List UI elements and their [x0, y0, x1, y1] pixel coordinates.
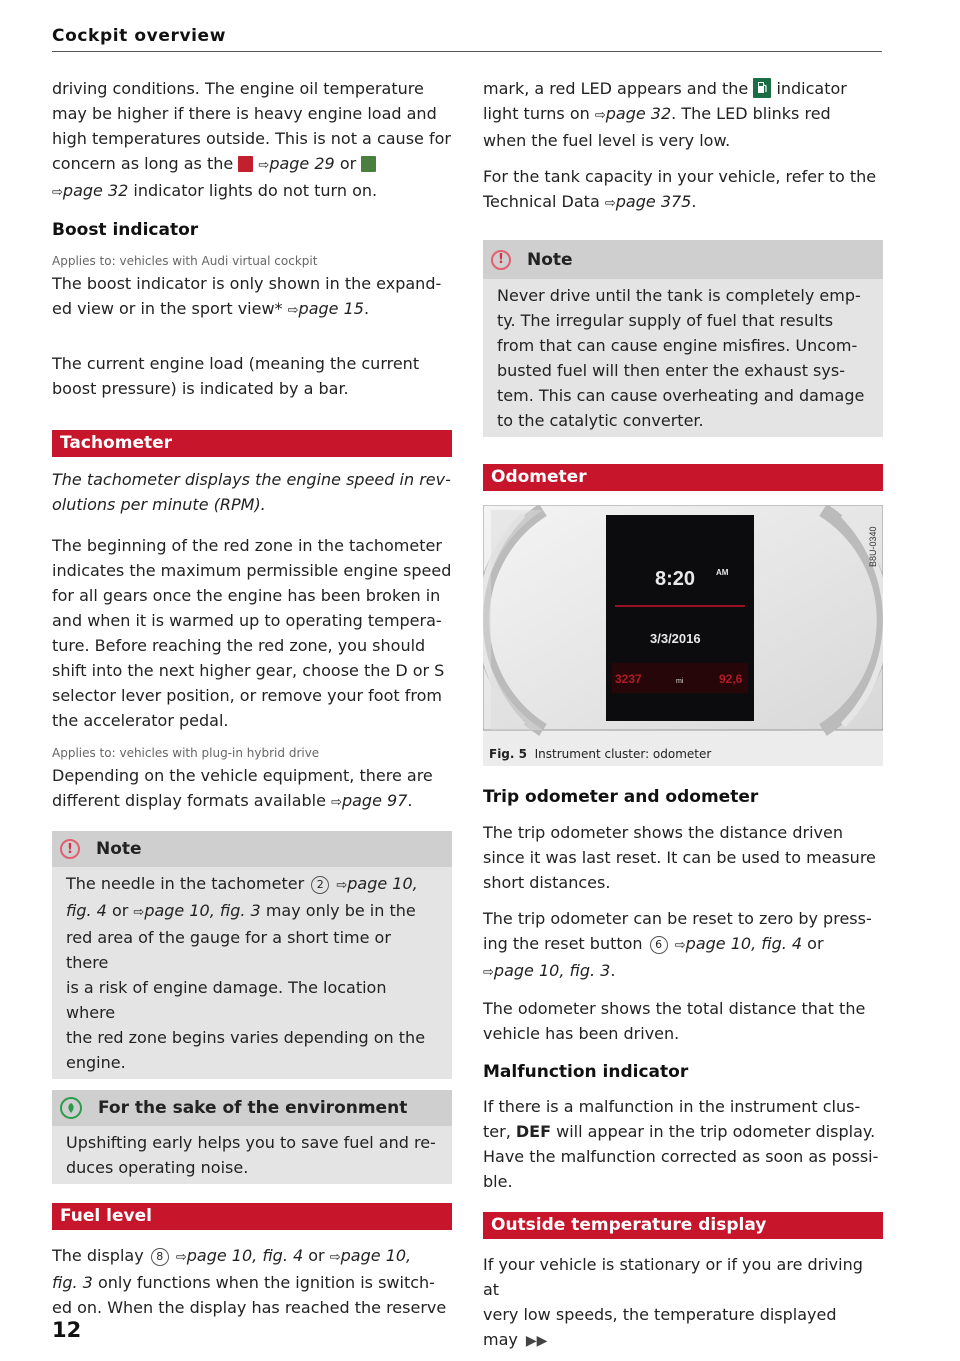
applies-to-note: Applies to: vehicles with plug-in hybrid drive — [52, 746, 320, 760]
page-ref-arrow-icon: ⇨ — [175, 1250, 187, 1265]
date-readout: 3/3/2016 — [650, 631, 701, 646]
page-ref-arrow-icon: ⇨ — [331, 795, 342, 810]
text-line: is a risk of engine damage. The location where — [66, 978, 387, 1022]
clock-time: 8:20 — [655, 568, 696, 590]
page-ref-arrow-icon: ⇨ — [604, 196, 616, 211]
figure-code: B8U-0340 — [868, 526, 878, 567]
text-line: ture. Before reaching the red zone, you should — [52, 636, 426, 655]
text-line: short distances. — [483, 873, 611, 892]
text-line: The display 8 ⇨page 10, fig. 4 or ⇨page 10, — [52, 1246, 412, 1265]
outside-temperature-section-header: Outside temperature display — [483, 1212, 883, 1239]
boost-indicator-heading: Boost indicator — [52, 220, 199, 240]
text-line: The trip odometer can be reset to zero by press- — [483, 909, 872, 928]
page-link[interactable]: page 15 — [298, 299, 364, 318]
text-line: ⇨page 32 indicator lights do not turn on. — [52, 181, 378, 200]
page-link[interactable]: page 97 — [341, 791, 408, 810]
text-line: indicates the maximum permissible engine speed — [52, 561, 452, 580]
oil-temperature-indicator-icon — [361, 156, 376, 172]
text-line: shift into the next higher gear, choose the D or S — [52, 661, 445, 680]
callout-number: 6 — [650, 936, 668, 954]
text-line: the accelerator pedal. — [52, 711, 229, 730]
text-line: Have the malfunction corrected as soon as possi- — [483, 1147, 879, 1166]
page-ref-arrow-icon: ⇨ — [287, 303, 299, 318]
page-number: 12 — [52, 1318, 82, 1342]
page-link[interactable]: page 29 — [269, 154, 335, 173]
text-line: The odometer shows the total distance that the — [483, 999, 866, 1018]
text-line: high temperatures outside. This is not a cause for — [52, 129, 451, 148]
header-rule — [52, 51, 882, 52]
text-line: Depending on the vehicle equipment, there are — [52, 766, 433, 785]
callout-number: 2 — [311, 876, 329, 894]
text-line: olutions per minute (RPM). — [52, 495, 266, 514]
caution-icon: ! — [60, 839, 80, 859]
text-line: selector lever position, or remove your foot from — [52, 686, 442, 705]
text-line: since it was last reset. It can be used to measure — [483, 848, 876, 867]
odometer-section-header: Odometer — [483, 464, 883, 491]
text-line: ble. — [483, 1172, 513, 1191]
environment-leaf-icon — [60, 1097, 82, 1119]
odometer-readout: 92,6 — [719, 672, 743, 686]
text-line: ter, DEF will appear in the trip odometer display. — [483, 1122, 876, 1141]
text-line: engine. — [66, 1053, 126, 1072]
page-ref-arrow-icon: ⇨ — [133, 905, 145, 920]
text-line: the red zone begins varies depending on the — [66, 1028, 426, 1047]
fuel-level-section-header: Fuel level — [52, 1203, 452, 1230]
text-line: may be higher if there is heavy engine load and — [52, 104, 437, 123]
text-line: light turns on ⇨page 32. The LED blinks red — [483, 104, 831, 123]
continue-arrow-icon: ▶▶ — [525, 1333, 548, 1349]
text-line: ed view or in the sport view* ⇨page 15. — [52, 299, 370, 318]
page-ref-arrow-icon: ⇨ — [52, 185, 63, 200]
text-line: duces operating noise. — [66, 1158, 249, 1177]
figure-caption: Fig. 5 Instrument cluster: odometer — [489, 747, 712, 761]
text-line: The trip odometer shows the distance driven — [483, 823, 843, 842]
page-link[interactable]: page 10, — [347, 874, 418, 893]
text-line: to the catalytic converter. — [497, 411, 704, 430]
instrument-cluster-illustration — [483, 505, 883, 742]
text-line: If your vehicle is stationary or if you are driving at — [483, 1255, 863, 1299]
page-ref-arrow-icon: ⇨ — [336, 878, 348, 893]
odometer-figure — [483, 505, 883, 766]
text-line: fig. 4 or ⇨page 10, fig. 3 may only be in the — [66, 901, 416, 920]
text-line: The boost indicator is only shown in the expand- — [52, 274, 442, 293]
page-ref-arrow-icon: ⇨ — [594, 108, 606, 123]
text-line: when the fuel level is very low. — [483, 131, 731, 150]
text-line: concern as long as the ⇨page 29 or — [52, 151, 452, 178]
text-line: for all gears once the engine has been broken in — [52, 586, 441, 605]
environment-note-box — [52, 1090, 452, 1184]
text-line: For the tank capacity in your vehicle, refer to the — [483, 167, 877, 186]
distance-unit: mi — [676, 678, 684, 685]
text-line: The needle in the tachometer 2 ⇨page 10, — [66, 874, 418, 893]
figure-link[interactable]: fig. 4 — [66, 901, 107, 920]
note-title: Note — [96, 839, 142, 859]
page-ref-arrow-icon: ⇨ — [674, 938, 686, 953]
text-line: from that can cause engine misfires. Uncom- — [497, 336, 858, 355]
text-line: vehicle has been driven. — [483, 1024, 680, 1043]
text-line: ing the reset button 6 ⇨page 10, fig. 4 or — [483, 934, 824, 953]
page-link[interactable]: page 10, fig. 3 — [493, 961, 611, 980]
text-line: Never drive until the tank is completely emp- — [497, 286, 861, 305]
page-link[interactable]: page 10, fig. 4 — [186, 1246, 304, 1265]
text-line: fig. 3 only functions when the ignition is switch- — [52, 1273, 435, 1292]
text-line: The tachometer displays the engine speed in rev- — [52, 470, 451, 489]
text-line: mark, a red LED appears and the indicator — [483, 79, 847, 98]
page-link[interactable]: page 32 — [605, 104, 672, 123]
page-link[interactable]: page 10, fig. 4 — [685, 934, 803, 953]
trip-odometer-heading: Trip odometer and odometer — [483, 787, 759, 807]
text-line: busted fuel will then enter the exhaust sys- — [497, 361, 845, 380]
clock-ampm: AM — [716, 568, 729, 577]
text-line: Upshifting early helps you to save fuel and re- — [66, 1133, 436, 1152]
page-header: Cockpit overview — [52, 26, 226, 46]
caution-icon: ! — [491, 250, 511, 270]
trip-readout: 3237 — [615, 672, 642, 686]
text-line: tem. This can cause overheating and damage — [497, 386, 865, 405]
tachometer-section-header: Tachometer — [52, 430, 452, 457]
page-link[interactable]: page 375 — [615, 192, 692, 211]
text-line: The current engine load (meaning the current — [52, 354, 420, 373]
text-line: ⇨page 10, fig. 3. — [483, 961, 616, 980]
environment-note-title: For the sake of the environment — [98, 1098, 408, 1118]
page-link[interactable]: page 32 — [62, 181, 129, 200]
text-line: and when it is warmed up to operating tempera- — [52, 611, 442, 630]
text-line: driving conditions. The engine oil temperature — [52, 79, 424, 98]
oil-temperature-warning-icon — [238, 156, 253, 172]
right-column — [483, 76, 883, 1354]
text-line: The beginning of the red zone in the tachometer — [52, 536, 442, 555]
text-line: Technical Data ⇨page 375. — [483, 192, 697, 211]
page-link[interactable]: page 10, fig. 3 — [144, 901, 261, 920]
page-ref-arrow-icon: ⇨ — [258, 158, 270, 173]
page-link[interactable]: page 10, — [340, 1246, 412, 1265]
applies-to-note: Applies to: vehicles with Audi virtual cockpit — [52, 254, 318, 268]
left-column — [52, 76, 452, 1320]
text-line: boost pressure) is indicated by a bar. — [52, 379, 349, 398]
text-line: very low speeds, the temperature displayed may ▶▶ — [483, 1305, 837, 1349]
text-line: different display formats available ⇨page 97. — [52, 791, 413, 810]
text-line: If there is a malfunction in the instrument clus- — [483, 1097, 861, 1116]
note-box — [483, 240, 883, 437]
note-title: Note — [527, 249, 573, 270]
figure-link[interactable]: fig. 3 — [52, 1273, 93, 1292]
malfunction-indicator-heading: Malfunction indicator — [483, 1062, 689, 1082]
fuel-pump-icon — [753, 78, 771, 98]
page-ref-arrow-icon: ⇨ — [483, 965, 494, 980]
text-line: red area of the gauge for a short time or there — [66, 928, 391, 972]
callout-number: 8 — [151, 1248, 169, 1266]
text-line: ty. The irregular supply of fuel that results — [497, 311, 834, 330]
page-ref-arrow-icon: ⇨ — [329, 1250, 341, 1265]
note-box — [52, 831, 452, 1079]
text-line: ed on. When the display has reached the reserve — [52, 1298, 447, 1317]
